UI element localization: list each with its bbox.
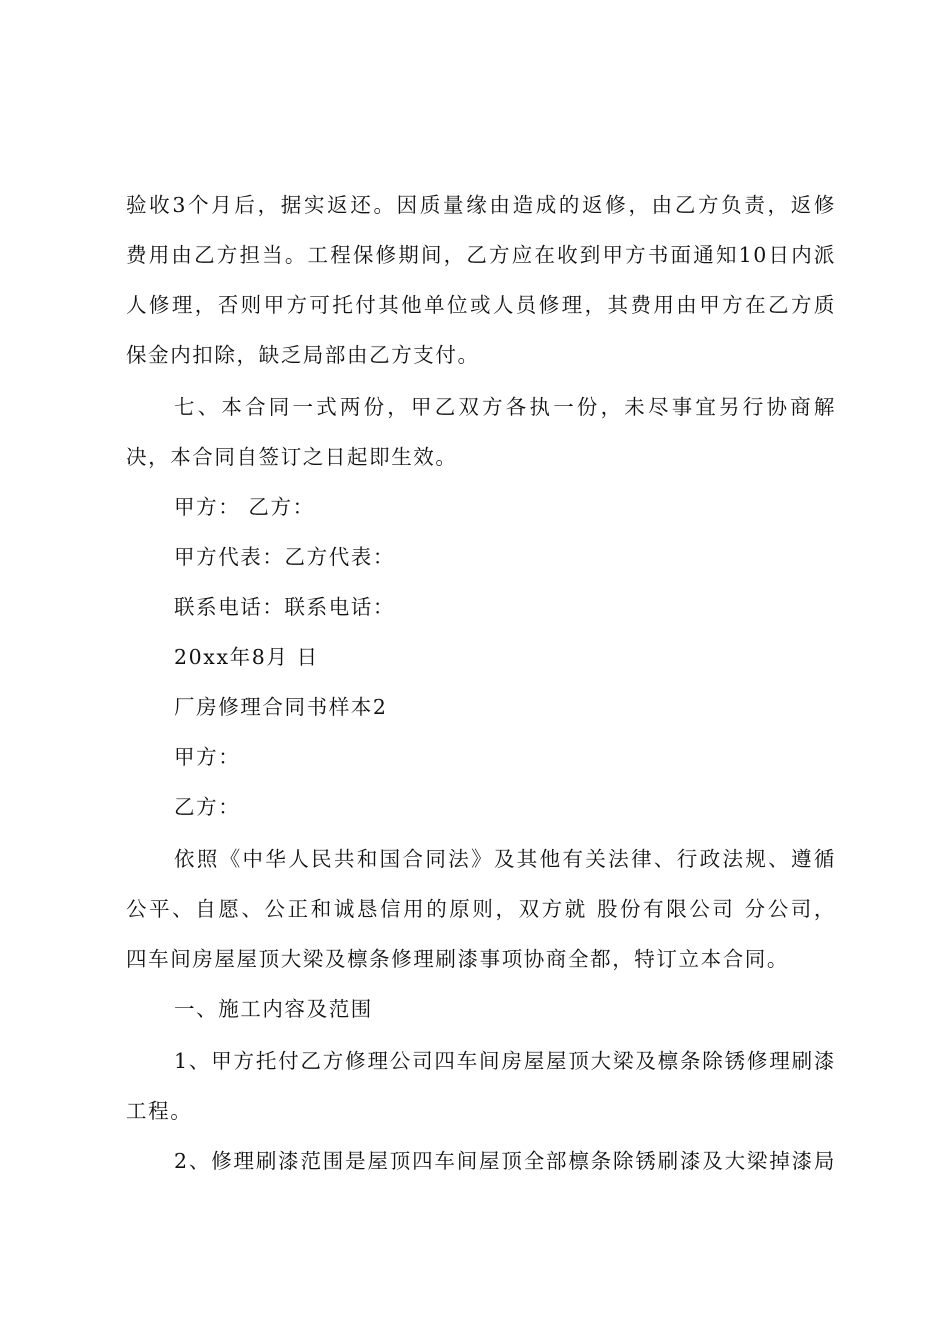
party-label-line: 甲方： 乙方： [174,495,315,519]
paragraph-line: 费用由乙方担当。工程保修期间，乙方应在收到甲方书面通知10日内派 [126,243,836,267]
section-heading: 一、施工内容及范围 [174,997,373,1021]
phone-line: 联系电话：联系电话： [174,595,395,619]
paragraph-line: 2、修理刷漆范围是屋顶四车间屋顶全部檩条除锈刷漆及大梁掉漆局 [174,1149,836,1173]
paragraph-line: 七、本合同一式两份，甲乙双方各执一份，未尽事宜另行协商解 [174,395,836,419]
paragraph-line: 人修理，否则甲方可托付其他单位或人员修理，其费用由甲方在乙方质 [126,293,836,317]
date-line: 20xx年8月 日 [174,645,319,669]
paragraph-line: 四车间房屋屋顶大梁及檩条修理刷漆事项协商全都，特订立本合同。 [126,947,789,971]
party-b-line: 乙方： [174,795,241,819]
paragraph-line: 保金内扣除，缺乏局部由乙方支付。 [126,343,480,367]
paragraph-line: 决，本合同自签订之日起即生效。 [126,445,458,469]
representative-line: 甲方代表：乙方代表： [174,545,395,569]
paragraph-line: 验收3个月后，据实返还。因质量缘由造成的返修，由乙方负责，返修 [126,193,836,217]
paragraph-line: 工程。 [126,1099,193,1123]
paragraph-line: 公平、自愿、公正和诚恳信用的原则，双方就 股份有限公司 分公司， [126,897,836,921]
paragraph-line: 依照《中华人民共和国合同法》及其他有关法律、行政法规、遵循 [174,847,836,871]
paragraph-line: 1、甲方托付乙方修理公司四车间房屋屋顶大梁及檩条除锈修理刷漆 [174,1049,836,1073]
party-a-line: 甲方： [174,745,241,769]
section-title: 厂房修理合同书样本2 [174,695,388,719]
